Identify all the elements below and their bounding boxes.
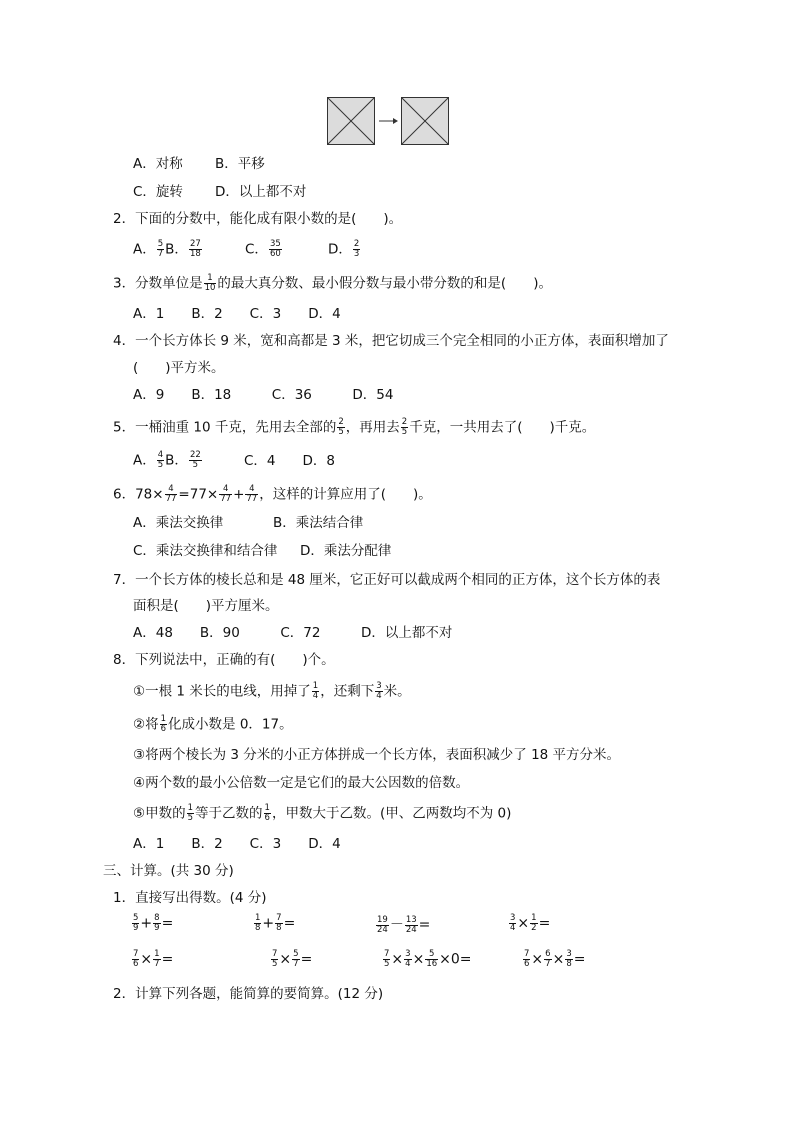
calc-expression-4: $\frac{3}{4}$ × $\frac{1}{2}$ = xyxy=(510,913,551,933)
q8-options: A．1 B．2 C．3 D．4 xyxy=(133,836,341,852)
q8-statement-2: ②将 $\frac{1}{6}$ 化成小数是 0．17。 xyxy=(133,714,293,734)
q3-options: A．1 B．2 C．3 D．4 xyxy=(133,306,341,322)
q6-option-c: C．乘法交换律和结合律 xyxy=(133,543,278,559)
q2-option-c: C． $\frac{35}{60}$ xyxy=(245,239,281,259)
q5-options-ab: A． $\frac{4}{5}$ B． $\frac{22}{5}$ xyxy=(133,450,201,470)
calc-expression-7: $\frac{7}{5}$ × $\frac{3}{4}$ × $\frac{5}{16}$ ×0= xyxy=(384,949,472,969)
q8-statement-1: ①一根 1 米长的电线，用掉了 $\frac{1}{4}$ ，还剩下 $\frac{3}{4}$ 米。 xyxy=(133,681,411,701)
q7-options: A．48 B．90 C．72 D．以上都不对 xyxy=(133,625,453,641)
square-figure-right xyxy=(401,97,449,145)
calc-expression-3: $\frac{19}{24}$ － $\frac{13}{24}$ = xyxy=(377,914,431,935)
q3-stem: 3．分数单位是 $\frac{1}{10}$ 的最大真分数、最小假分数与最小带分数的和是( )。 xyxy=(113,273,552,293)
q8-stem: 8．下列说法中，正确的有( )个。 xyxy=(113,652,335,668)
q1-option-b: B．平移 xyxy=(215,156,265,172)
square-figure-left xyxy=(327,97,375,145)
q4-stem-line2: ( )平方米。 xyxy=(133,360,225,376)
q6-option-a: A．乘法交换律 xyxy=(133,515,224,531)
calc-expression-6: $\frac{7}{5}$ × $\frac{5}{7}$ = xyxy=(272,949,313,969)
q4-options: A．9 B．18 C．36 D．54 xyxy=(133,387,394,403)
q1-option-c: C．旋转 xyxy=(133,184,183,200)
calc-expression-5: $\frac{7}{6}$ × $\frac{1}{7}$ = xyxy=(133,949,174,969)
q6-option-b: B．乘法结合律 xyxy=(273,515,364,531)
q1-option-a: A．对称 xyxy=(133,156,183,172)
q8-statement-3: ③将两个棱长为 3 分米的小正方体拼成一个长方体，表面积减少了 18 平方分米。 xyxy=(133,747,621,763)
right-arrow-icon xyxy=(379,116,399,126)
section3-sub1: 1．直接写出得数。(4 分) xyxy=(113,890,267,906)
q1-option-d: D．以上都不对 xyxy=(215,184,307,200)
calc-expression-2: $\frac{1}{8}$ + $\frac{7}{8}$ = xyxy=(255,913,296,933)
q6-stem: 6．78× $\frac{4}{77}$ =77× $\frac{4}{77}$ + $\frac{4}{77}$ ，这样的计算应用了( )。 xyxy=(113,484,432,504)
q8-statement-4: ④两个数的最小公倍数一定是它们的最大公因数的倍数。 xyxy=(133,775,470,791)
calc-expression-8: $\frac{7}{6}$ × $\frac{6}{7}$ × $\frac{3}{8}$ = xyxy=(524,949,586,969)
q5-stem: 5．一桶油重 10 千克，先用去全部的 $\frac{2}{5}$ ，再用去 $\frac{2}{5}$ 千克，一共用去了( )千克。 xyxy=(113,417,596,437)
q5-options-cd: C．4 D．8 xyxy=(244,453,335,469)
q4-stem-line1: 4．一个长方体长 9 米，宽和高都是 3 米，把它切成三个完全相同的小正方体，表面积增加了 xyxy=(113,333,669,349)
section3-sub2: 2．计算下列各题，能简算的要简算。(12 分) xyxy=(113,986,384,1002)
q7-stem-line2: 面积是( )平方厘米。 xyxy=(133,598,279,614)
q2-option-d: D． $\frac{2}{3}$ xyxy=(328,239,360,259)
q2-options: A． $\frac{5}{7}$ B． $\frac{27}{18}$ xyxy=(133,239,201,259)
q6-option-d: D．乘法分配律 xyxy=(300,543,392,559)
section3-title: 三、计算。(共 30 分) xyxy=(103,863,234,879)
q8-statement-5: ⑤甲数的 $\frac{1}{5}$ 等于乙数的 $\frac{1}{6}$ ，甲数大于乙数。(甲、乙两数均不为 0) xyxy=(133,803,512,823)
q7-stem-line1: 7．一个长方体的棱长总和是 48 厘米，它正好可以截成两个相同的正方体，这个长方体的表 xyxy=(113,572,661,588)
calc-expression-1: $\frac{5}{9}$ + $\frac{8}{9}$ = xyxy=(133,913,174,933)
q2-stem: 2．下面的分数中，能化成有限小数的是( )。 xyxy=(113,211,403,227)
